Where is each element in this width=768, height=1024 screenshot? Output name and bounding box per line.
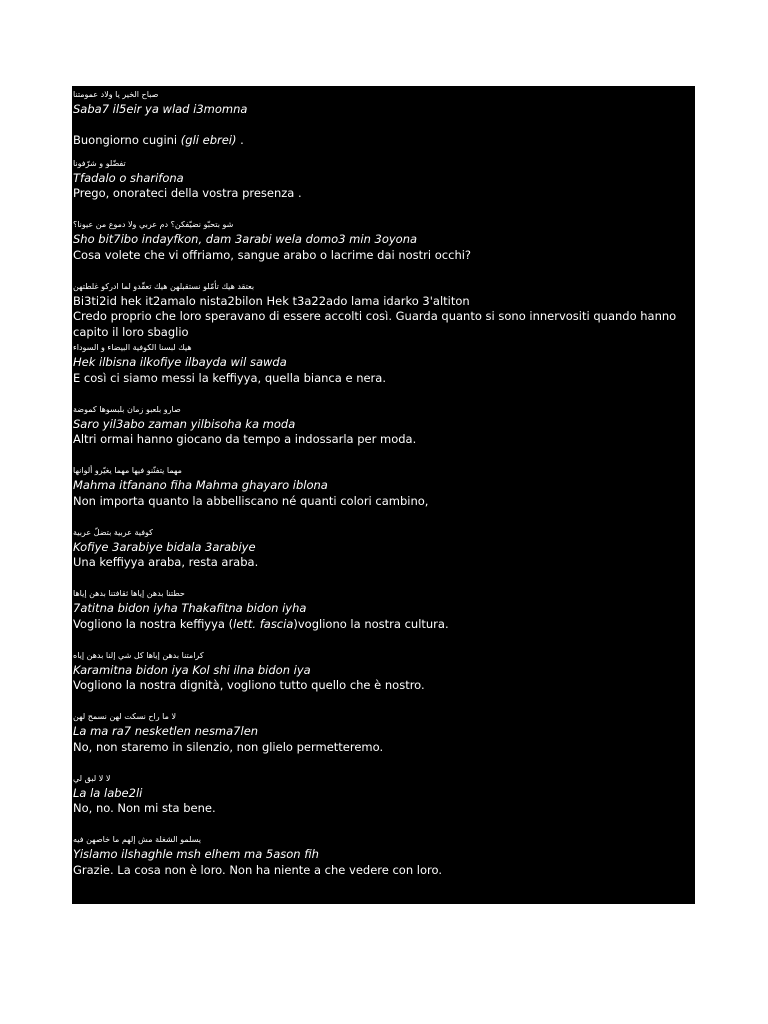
arabic-line: كرامتنا بدهن إياها كل شي إلنا بدهن إياه <box>73 650 204 660</box>
stanza-7 <box>73 463 695 509</box>
arabic-line: يسلمو الشغلة مش إلهم ما خاصهن فيه <box>73 835 201 844</box>
arabic-line: صارو بلعبو زمان بلبسوها كموضة <box>73 404 181 414</box>
stanza-2 <box>73 156 695 202</box>
italian-line: No, no. Non mi sta bene. <box>73 801 216 815</box>
arabic-line: حطتنا بدهن إياها ثقافتنا بدهن إياها <box>73 589 185 598</box>
arabic-line: كوفية عربية بتضلّ عربية <box>73 527 153 537</box>
stanza-3 <box>73 217 695 263</box>
stanza-5 <box>73 340 695 386</box>
italian-note: (gli ebrei) <box>180 133 237 147</box>
italian-line: Vogliono la nostra keffiyya (lett. fascia)vogliono la nostra cultura. <box>73 616 449 631</box>
transliteration-line: La la labe2li <box>73 785 143 800</box>
transliteration-line: Saro yil3abo zaman yilbisoha ka moda <box>73 416 296 431</box>
italian-line: Non importa quanto la abbelliscano né quanti colori cambino, <box>73 493 429 508</box>
arabic-line: صباح الخير يا ولاد عمومتنا <box>73 90 159 99</box>
transliteration-line: Tfadalo o sharifona <box>73 170 184 185</box>
stanza-10 <box>73 648 695 694</box>
arabic-line: تفضّلو و شرّفونا <box>73 158 126 168</box>
transliteration-line: Kofiye 3arabiye bidala 3arabiye <box>73 539 256 554</box>
italian-line: Vogliono la nostra dignità, vogliono tutto quello che è nostro. <box>73 678 425 692</box>
transliteration-line: Sho bit7ibo indayfkon, dam 3arabi wela domo3 min 3oyona <box>73 232 418 246</box>
arabic-line: لا ما راح نسكت لهن نسمح لهن <box>73 712 177 721</box>
stanza-9 <box>73 586 695 632</box>
arabic-line: بعتقد هيك تأمّلو نستقبلهن هيك تعقّدو لما ادركو غلطتهن <box>73 281 255 291</box>
arabic-line: شو بتحبّو نضيّفكن؟ دم عربي ولا دموع من عيونا؟ <box>73 220 234 229</box>
stanza-6 <box>73 402 695 448</box>
arabic-line: مهما يتفنّنو فيها مهما يغيّرو ألوانها <box>73 466 182 475</box>
italian-line: Credo proprio che loro speravano di essere accolti così. Guarda quanto si sono innervositi quando hanno capito il loro sbaglio <box>73 309 677 339</box>
stanza-8 <box>73 525 695 571</box>
stanza-13 <box>73 832 695 878</box>
transliteration-line: 7atitna bidon iyha Thakafitna bidon iyha <box>73 601 307 615</box>
arabic-line: هيك لبسنا الكوفية البيضاء و السوداء <box>73 343 192 352</box>
stanza-1 <box>73 87 695 149</box>
italian-line: Prego, onorateci della vostra presenza . <box>73 186 302 200</box>
italian-line: No, non staremo in silenzio, non glielo permetteremo. <box>73 739 384 754</box>
italian-line: E così ci siamo messi la keffiyya, quella bianca e nera. <box>73 370 386 385</box>
italian-line: Grazie. La cosa non è loro. Non ha niente a che vedere con loro. <box>73 862 442 877</box>
stanza-11 <box>73 709 695 755</box>
transliteration-line: Saba7 il5eir ya wlad i3momna <box>73 102 248 116</box>
transliteration-line: Karamitna bidon iya Kol shi ilna bidon iya <box>73 662 311 677</box>
italian-line: Una keffiyya araba, resta araba. <box>73 555 259 569</box>
transliteration-line: Yislamo ilshaghle msh elhem ma 5ason fih <box>73 847 319 861</box>
italian-line: Buongiorno cugini (gli ebrei) . <box>73 133 244 147</box>
arabic-line: لا لا لبق لي <box>73 773 111 783</box>
lyrics-page <box>72 86 695 904</box>
italian-note: lett. fascia <box>233 616 294 631</box>
italian-line: Cosa volete che vi offriamo, sangue arabo o lacrime dai nostri occhi? <box>73 247 472 262</box>
transliteration-line: Hek ilbisna ilkofiye ilbayda wil sawda <box>73 355 287 369</box>
stanza-12 <box>73 771 695 817</box>
italian-line: Altri ormai hanno giocano da tempo a indossarla per moda. <box>73 432 417 446</box>
lyrics-body <box>72 86 695 878</box>
transliteration-line: La ma ra7 nesketlen nesma7len <box>73 724 259 738</box>
stanza-4 <box>73 279 695 341</box>
transliteration-line: Mahma itfanano fiha Mahma ghayaro iblona <box>73 478 328 492</box>
transliteration-line: Bi3ti2id hek it2amalo nista2bilon Hek t3a22ado lama idarko 3'altiton <box>73 293 470 308</box>
